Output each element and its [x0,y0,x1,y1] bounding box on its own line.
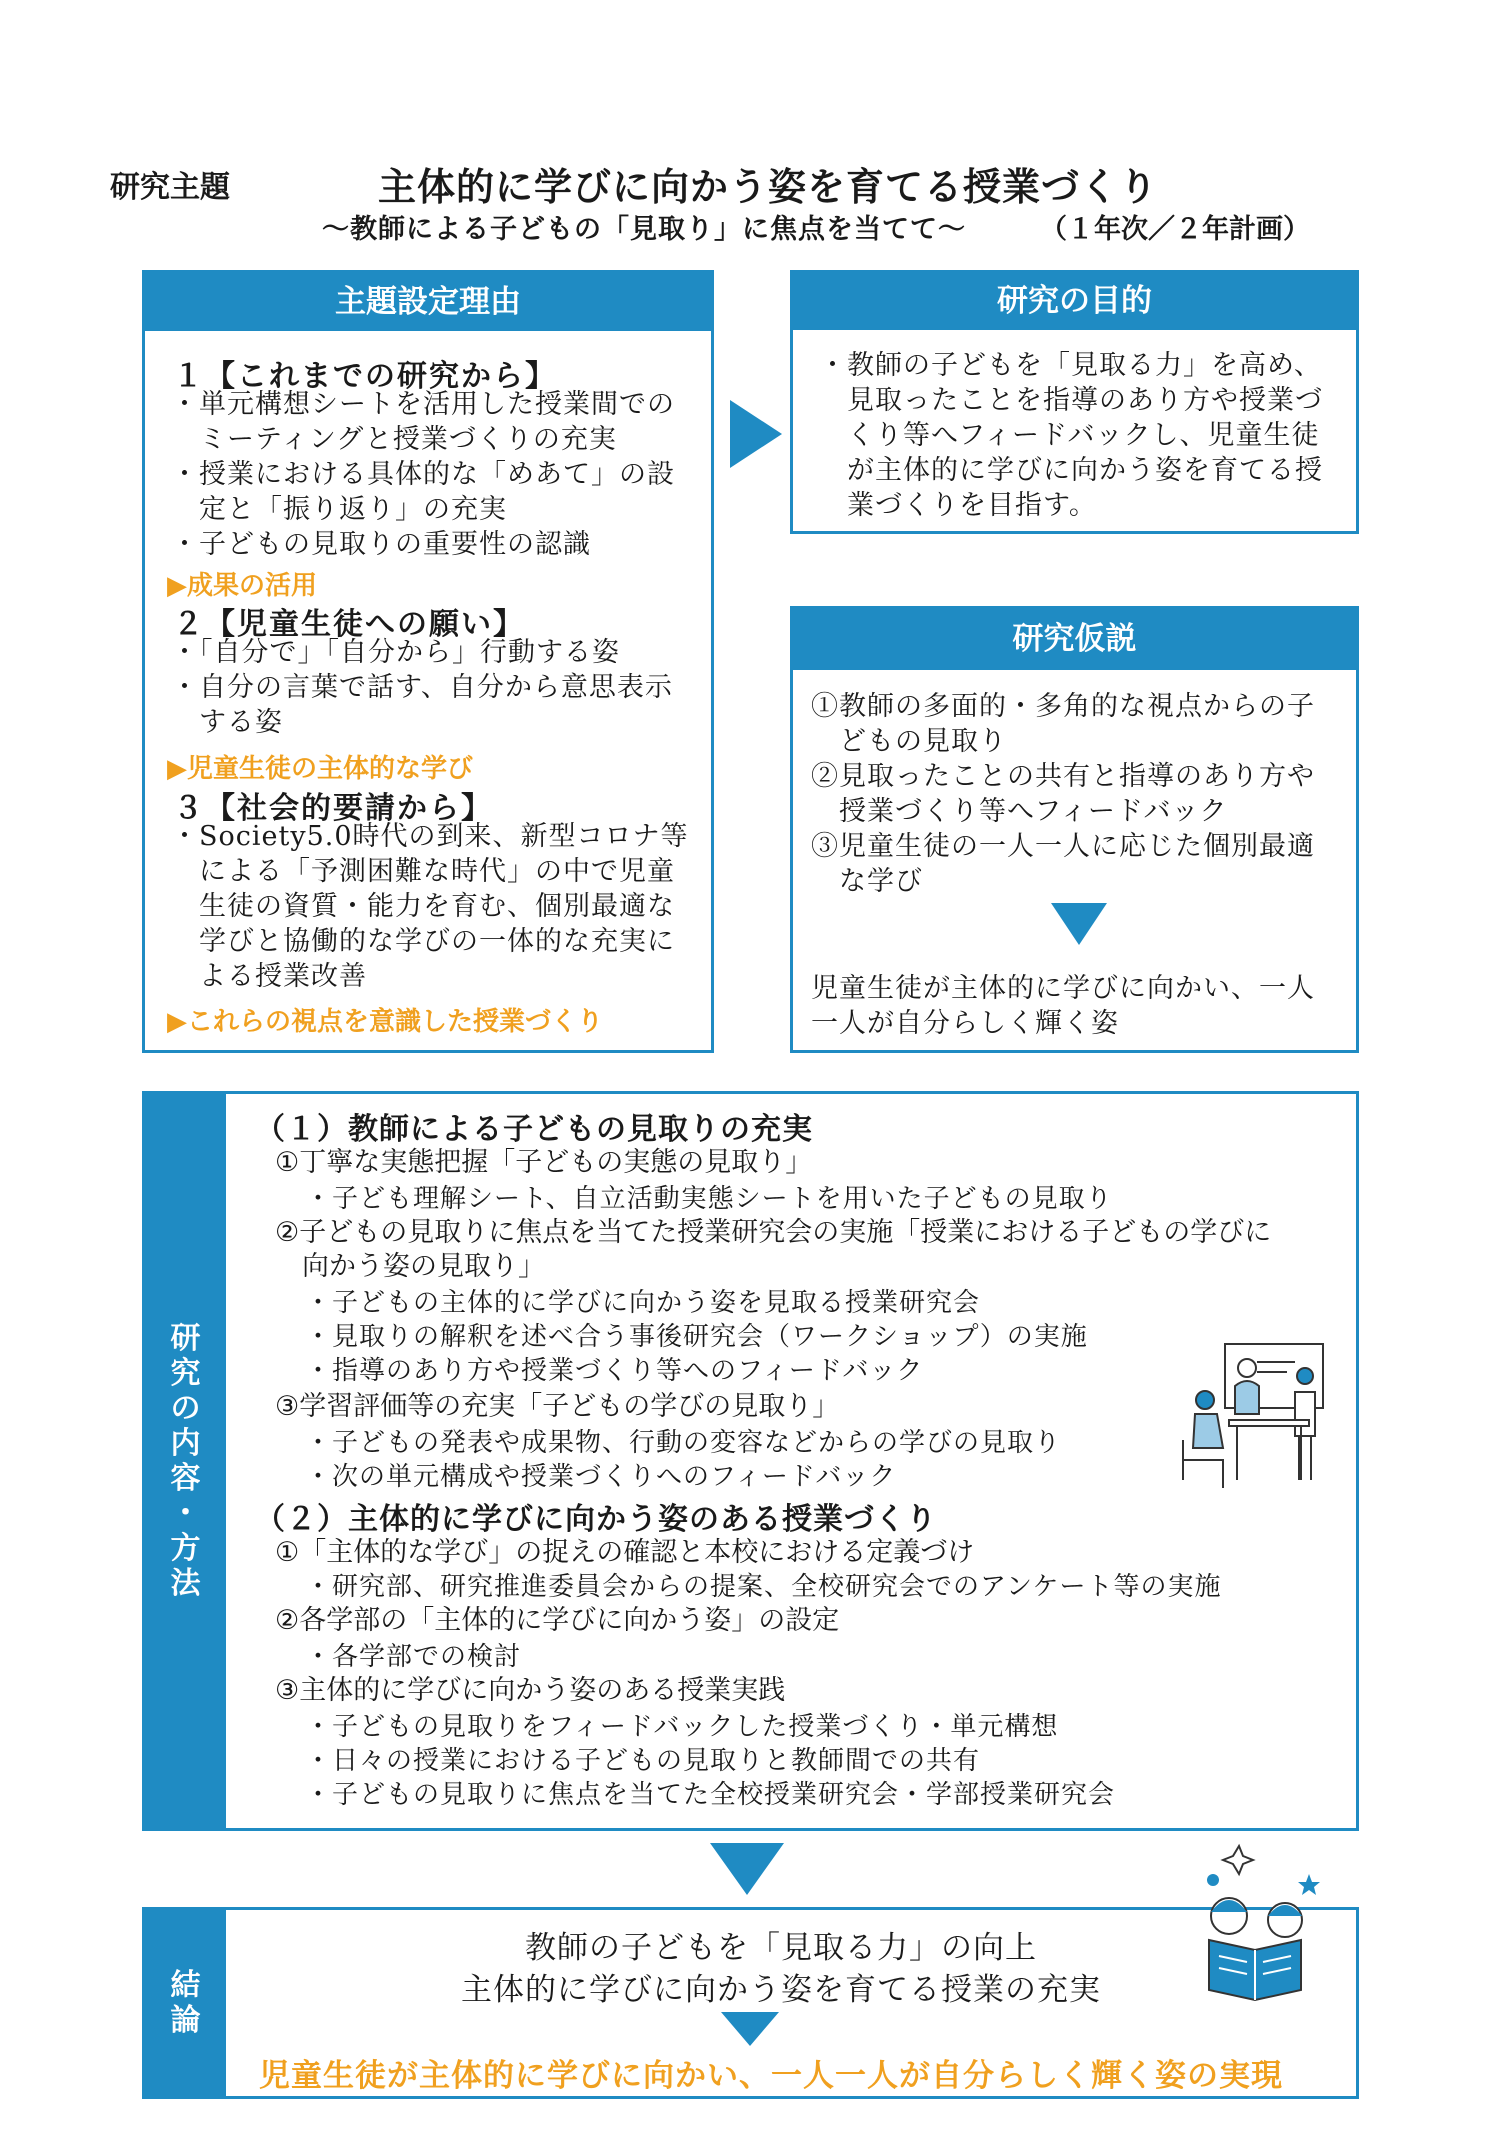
method-bullet: ・子どもの主体的に学びに向かう姿を見取る授業研究会 [305,1288,981,1318]
method-item: ②子どもの見取りに焦点を当てた授業研究会の実施「授業における子どもの学びに [275,1217,1272,1248]
reason-result-1: ▶成果の活用 [167,571,317,601]
method-bullet: ・子どもの発表や成果物、行動の変容などからの学びの見取り [305,1428,1062,1458]
hypothesis-line: どもの見取り [811,726,1007,757]
methods-box [142,1091,1359,1831]
side-char: 内 [170,1426,201,1461]
purpose-line: が主体的に学びに向かう姿を育てる授 [819,455,1323,486]
plan-label: （１年次／２年計画） [1040,214,1310,245]
purpose-line: 業づくりを目指す。 [819,490,1097,521]
method-item: ①「主体的な学び」の捉えの確認と本校における定義づけ [275,1537,975,1568]
hypothesis-line: 授業づくり等へフィードバック [811,796,1228,827]
purpose-line: 見取ったことを指導のあり方や授業づ [819,385,1323,416]
reason-result-3: ▶これらの視点を意識した授業づくり [167,1007,603,1037]
down-arrow-icon [710,1843,784,1895]
reason-line: よる授業改善 [171,961,367,992]
reason-line: 定と「振り返り」の充実 [171,494,507,525]
children-reading-illustration-icon [1181,1840,1331,2005]
theme-subtitle: ～教師による子どもの「見取り」に焦点を当てて～ [322,214,966,245]
conclusion-box [142,1907,1359,2099]
conclusion-side-label [145,1910,226,2096]
side-char: 法 [170,1566,201,1601]
down-arrow-icon [1051,903,1107,945]
side-char: 研 [170,1321,201,1356]
reason-line: ・「自分で」「自分から」行動する姿 [171,637,620,668]
methods-side-label [145,1094,226,1828]
reason-line: による「予測困難な時代」の中で児童 [171,856,675,887]
down-arrow-icon [721,2012,779,2046]
reason-line: ・Society5.0時代の到来、新型コロナ等 [171,821,689,852]
side-char: 究 [170,1356,201,1391]
purpose-heading: 研究の目的 [793,273,1356,330]
conclusion-line: 主体的に学びに向かう姿を育てる授業の充実 [461,1972,1101,2008]
hypothesis-line: ②見取ったことの共有と指導のあり方や [811,761,1315,792]
reason-section-1-title: １【これまでの研究から】 [173,359,557,394]
hypothesis-box [790,606,1359,1053]
hypothesis-line: ③児童生徒の一人一人に応じた個別最適 [811,831,1315,862]
reason-result-2: ▶児童生徒の主体的な学び [167,754,473,784]
method-item: ③主体的に学びに向かう姿のある授業実践 [275,1675,786,1706]
side-char: ・ [170,1496,201,1531]
method-bullet: ・子どもの見取りをフィードバックした授業づくり・単元構想 [305,1712,1059,1742]
theme-title: 主体的に学びに向かう姿を育てる授業づくり [378,165,1159,209]
hypothesis-result-line: 児童生徒が主体的に学びに向かい、一人 [811,973,1315,1004]
reason-line: ・授業における具体的な「めあて」の設 [171,459,675,490]
method-bullet: ・子ども理解シート、自立活動実態シートを用いた子どもの見取り [305,1184,1113,1214]
hypothesis-line: ①教師の多面的・多角的な視点からの子 [811,691,1315,722]
method-bullet: ・日々の授業における子どもの見取りと教師間での共有 [305,1746,981,1776]
reason-line: ・子どもの見取りの重要性の認識 [171,529,591,560]
reason-line: ・自分の言葉で話す、自分から意思表示 [171,672,673,703]
side-char: 方 [170,1531,201,1566]
method-bullet: ・次の単元構成や授業づくりへのフィードバック [305,1462,897,1492]
meeting-illustration-icon [1177,1340,1327,1492]
side-char: 容 [170,1461,201,1496]
reason-line: 生徒の資質・能力を育む、個別最適な [171,891,675,922]
reason-line: ・単元構想シートを活用した授業間での [171,389,675,420]
hypothesis-heading: 研究仮説 [793,609,1356,670]
hypothesis-result-line: 一人が自分らしく輝く姿 [811,1008,1119,1039]
method-bullet: ・研究部、研究推進委員会からの提案、全校研究会でのアンケート等の実施 [305,1572,1222,1602]
method-heading-1: （１）教師による子どもの見取りの充実 [255,1112,813,1147]
side-char: 結 [170,1968,201,2003]
method-bullet: ・各学部での検討 [305,1642,522,1672]
method-item: ②各学部の「主体的に学びに向かう姿」の設定 [275,1605,840,1636]
method-heading-2: （２）主体的に学びに向かう姿のある授業づくり [255,1502,937,1537]
method-item: ①丁寧な実態把握「子どもの実態の見取り」 [275,1147,813,1178]
method-bullet: ・見取りの解釈を述べ合う事後研究会（ワークショップ）の実施 [305,1322,1088,1352]
right-arrow-icon [730,400,782,468]
side-char: の [170,1391,201,1426]
purpose-line: くり等へフィードバックし、児童生徒 [819,420,1320,451]
reason-line: 学びと協働的な学びの一体的な充実に [171,926,675,957]
reason-box [142,270,714,1053]
method-bullet: ・指導のあり方や授業づくり等へのフィードバック [305,1356,924,1386]
purpose-line: ・教師の子どもを「見取る力」を高め、 [819,350,1322,381]
method-bullet: ・子どもの見取りに焦点を当てた全校授業研究会・学部授業研究会 [305,1780,1116,1810]
reason-line: する姿 [171,707,283,738]
conclusion-line: 教師の子どもを「見取る力」の向上 [525,1930,1037,1966]
method-item: ③学習評価等の充実「子どもの学びの見取り」 [275,1391,840,1422]
conclusion-final: 児童生徒が主体的に学びに向かい、一人一人が自分らしく輝く姿の実現 [259,2058,1283,2094]
theme-label: 研究主題 [110,170,230,205]
method-item: 向かう姿の見取り」 [275,1251,545,1282]
reason-section-3-title: ３【社会的要請から】 [173,791,493,826]
reason-line: ミーティングと授業づくりの充実 [171,424,617,455]
hypothesis-line: な学び [811,866,923,897]
purpose-box [790,270,1359,534]
reason-section-2-title: ２【児童生徒への願い】 [173,607,525,642]
reason-heading: 主題設定理由 [145,273,711,331]
side-char: 論 [170,2003,201,2038]
